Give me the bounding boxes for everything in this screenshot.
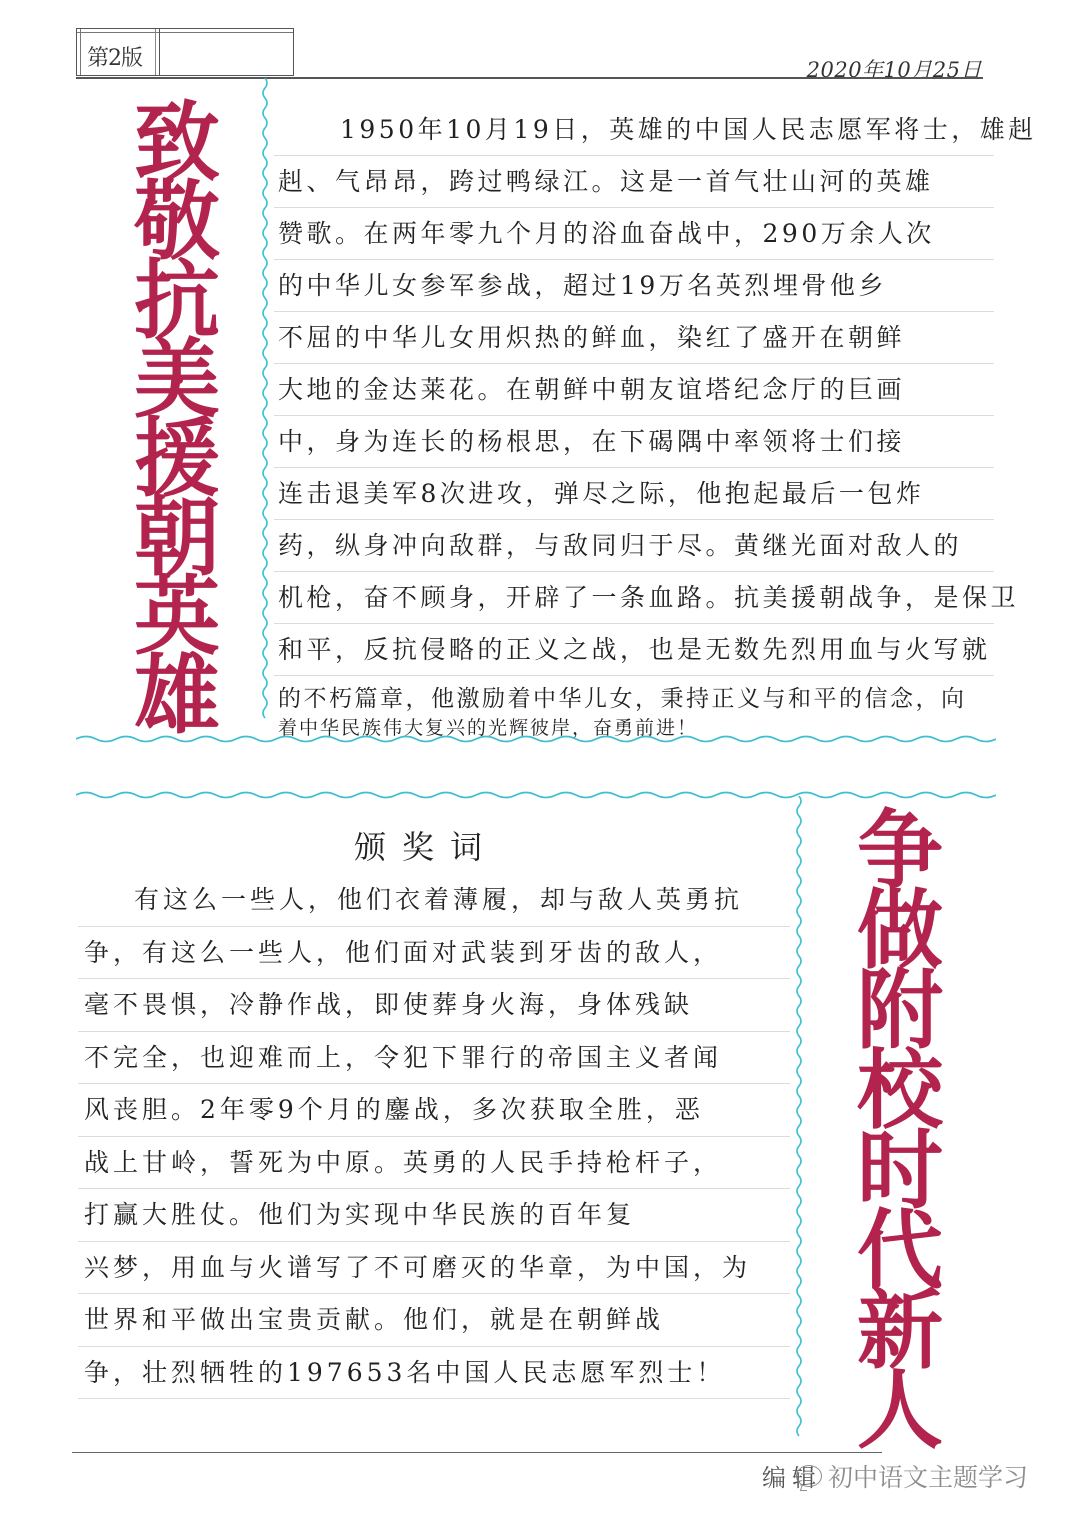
title-char: 抗 xyxy=(134,250,220,351)
award-line: 兴梦，用血与火谱写了不可磨灭的华章，为中国，为 xyxy=(78,1242,790,1295)
article-line: 大地的金达莱花。在朝鲜中朝友谊塔纪念厅的巨画 xyxy=(274,364,994,416)
title-char: 时 xyxy=(857,1120,943,1221)
title-char: 致 xyxy=(134,92,220,193)
edition-box xyxy=(76,28,294,76)
award-line: 打赢大胜仗。他们为实现中华民族的百年复 xyxy=(78,1189,790,1242)
title-char: 新 xyxy=(857,1280,943,1381)
chat-bubble-icon xyxy=(796,1465,822,1487)
wavy-separator xyxy=(76,734,996,744)
award-line: 世界和平做出宝贵贡献。他们，就是在朝鲜战 xyxy=(78,1294,790,1347)
article-line: 中，身为连长的杨根思，在下碣隅中率领将士们接 xyxy=(274,416,994,468)
award-text xyxy=(78,874,790,1399)
award-line: 争，有这么一些人，他们面对武装到牙齿的敌人， xyxy=(78,927,790,980)
title-char: 援 xyxy=(134,408,220,509)
title-char: 美 xyxy=(134,329,220,430)
header-rule xyxy=(76,77,983,79)
top-article xyxy=(274,104,1037,742)
article-line: 药，纵身冲向敌群，与敌同归于尽。黄继光面对敌人的 xyxy=(274,520,994,572)
title-char: 雄 xyxy=(134,645,220,746)
title-char: 校 xyxy=(857,1040,943,1141)
article-line: 和平，反抗侵略的正义之战，也是无数先烈用血与火写就 xyxy=(274,624,994,676)
title-char: 争 xyxy=(857,800,943,901)
article-line: 的不朽篇章，他激励着中华儿女，秉持正义与和平的信念，向 xyxy=(278,686,967,712)
title-char: 朝 xyxy=(134,487,220,588)
edition-divider xyxy=(155,29,156,75)
award-line: 争，壮烈牺牲的197653名中国人民志愿军烈士！ xyxy=(78,1347,790,1400)
wavy-separator xyxy=(76,790,996,800)
wavy-divider-vertical-top xyxy=(258,78,272,742)
article-line: 连击退美军8次进攻，弹尽之际，他抱起最后一包炸 xyxy=(274,468,994,520)
title-char: 人 xyxy=(857,1360,943,1461)
article-line: 1950年10月19日，英雄的中国人民志愿军将士，雄赳 xyxy=(274,104,994,156)
edition-divider xyxy=(159,29,160,75)
watermark xyxy=(796,1458,1028,1494)
title-char: 敬 xyxy=(134,171,220,272)
wavy-divider-vertical-bottom xyxy=(792,796,806,1456)
article-line: 赳、气昂昂，跨过鸭绿江。这是一首气壮山河的英雄 xyxy=(274,156,994,208)
article-line: 机枪，奋不顾身，开辟了一条血路。抗美援朝战争，是保卫 xyxy=(274,572,994,624)
award-line: 毫不畏惧，冷静作战，即使葬身火海，身体残缺 xyxy=(78,979,790,1032)
issue-date: 2020年10月25日 xyxy=(806,58,982,82)
article-line: 不屈的中华儿女用炽热的鲜血，染红了盛开在朝鲜 xyxy=(274,312,994,364)
award-line: 战上甘岭，誓死为中原。英勇的人民手持枪杆子， xyxy=(78,1137,790,1190)
footer-rule xyxy=(72,1452,882,1453)
title-char: 做 xyxy=(857,880,943,981)
right-vertical-title xyxy=(830,800,970,1461)
article-line: 着中华民族伟大复兴的光辉彼岸，奋勇前进！ xyxy=(278,717,699,739)
title-char: 附 xyxy=(857,960,943,1061)
title-char: 英 xyxy=(134,566,220,667)
award-line: 风丧胆。2年零9个月的鏖战，多次获取全胜，恶 xyxy=(78,1084,790,1137)
award-line: 有这么一些人，他们衣着薄履，却与敌人英勇抗 xyxy=(78,874,790,927)
article-line: 赞歌。在两年零九个月的浴血奋战中，290万余人次 xyxy=(274,208,994,260)
left-vertical-title xyxy=(112,92,242,746)
editor-label: 编辑 xyxy=(762,1464,822,1492)
watermark-text: 初中语文主题学习 xyxy=(828,1463,1029,1492)
article-line: 的中华儿女参军参战，超过19万名英烈埋骨他乡 xyxy=(274,260,994,312)
title-char: 代 xyxy=(857,1200,943,1301)
award-line: 不完全，也迎难而上，令犯下罪行的帝国主义者闻 xyxy=(78,1032,790,1085)
edition-label: 第2版 xyxy=(87,46,142,71)
award-title: 颁奖词 xyxy=(354,828,499,866)
